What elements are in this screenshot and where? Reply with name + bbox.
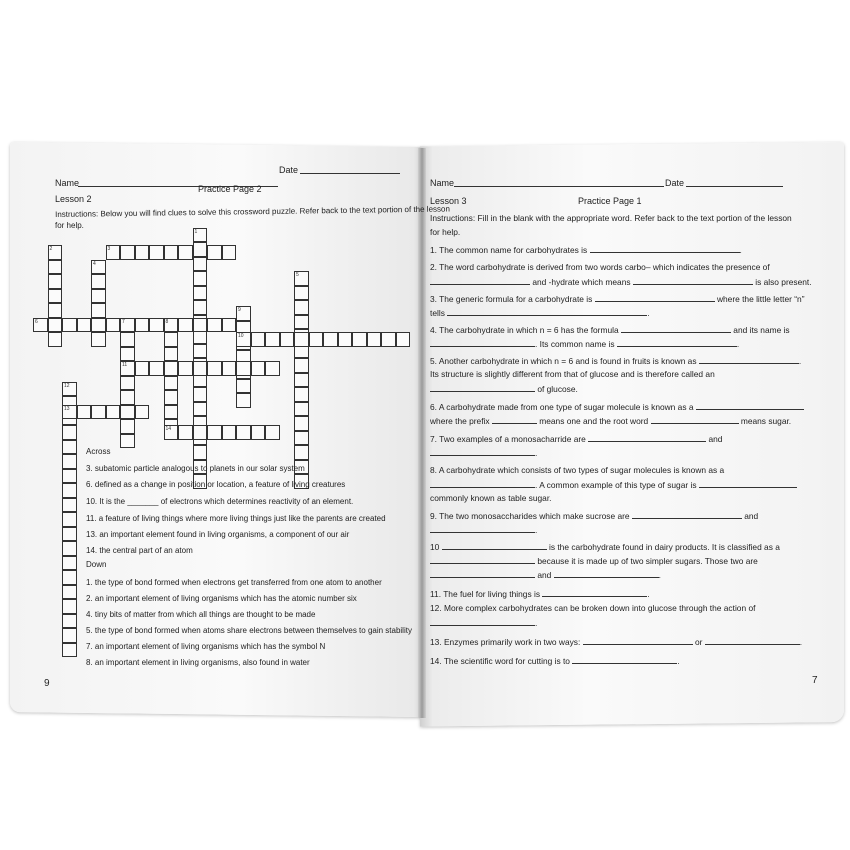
crossword-cell[interactable] (48, 318, 63, 333)
question-3a (430, 293, 804, 304)
question-4a (430, 324, 790, 335)
crossword-cell[interactable] (309, 332, 324, 347)
question-text: 4. The carbohydrate in which n = 6 has the formula (430, 325, 619, 335)
question-10b (430, 555, 758, 566)
crossword-cell[interactable] (265, 425, 280, 440)
question-text: tells (430, 308, 445, 318)
answer-blank[interactable] (590, 244, 740, 253)
crossword-cell[interactable] (352, 332, 367, 347)
crossword-cell[interactable] (62, 570, 77, 585)
question-text: and (537, 570, 552, 580)
crossword-cell[interactable] (62, 498, 77, 513)
answer-blank[interactable] (430, 276, 530, 285)
crossword-clue-number: 9 (238, 307, 241, 314)
crossword-cell[interactable] (367, 332, 382, 347)
question-text: 9. The two monosaccharides which make sucrose are (430, 511, 630, 521)
question-text: and (708, 434, 723, 444)
crossword-cell[interactable] (106, 318, 121, 333)
crossword-cell[interactable] (236, 361, 251, 376)
question-5c (430, 383, 578, 394)
crossword-cell[interactable] (120, 434, 135, 449)
crossword-cell[interactable] (62, 454, 77, 469)
crossword-cell[interactable] (236, 393, 251, 408)
crossword-cell[interactable] (62, 556, 77, 571)
answer-blank[interactable] (430, 524, 535, 533)
question-text: where the prefix (430, 416, 490, 426)
crossword-cell[interactable] (164, 390, 179, 405)
answer-blank[interactable] (492, 415, 537, 424)
question-7b: . (430, 447, 537, 458)
question-2a: 2. The word carbohydrate is derived from two words carbo– which indicates the presence of (430, 262, 770, 272)
crossword-clue-number: 10 (238, 333, 244, 340)
crossword-clue-number: 5 (296, 272, 299, 279)
crossword-cell[interactable] (207, 361, 222, 376)
crossword-cell[interactable] (62, 318, 77, 333)
right-page-title: Practice Page 1 (578, 196, 642, 206)
across-clue: 13. an important element found in living organisms, a component of our air (86, 530, 350, 539)
answer-blank[interactable] (430, 569, 535, 578)
crossword-cell[interactable] (207, 318, 222, 333)
crossword-cell[interactable] (77, 318, 92, 333)
left-instructions-1: Instructions: Below you will find clues to solve this crossword puzzle. Refer back to the text portion of the lesson (55, 204, 450, 219)
question-6b (430, 415, 791, 426)
answer-blank[interactable] (588, 433, 706, 442)
answer-blank[interactable] (583, 636, 693, 645)
crossword-cell[interactable] (193, 445, 208, 460)
crossword-cell[interactable] (193, 228, 208, 243)
question-text: is also present. (755, 277, 812, 287)
crossword-cell[interactable] (294, 315, 309, 330)
question-5b: Its structure is slightly different from that of glucose and is therefore called an (430, 369, 715, 379)
answer-blank[interactable] (430, 617, 535, 626)
crossword-cell[interactable] (294, 445, 309, 460)
crossword-cell[interactable] (193, 387, 208, 402)
down-clue: 4. tiny bits of matter from which all things are thought to be made (86, 610, 316, 619)
crossword-clue-number: 4 (93, 260, 96, 267)
question-8a: 8. A carbohydrate which consists of two types of sugar molecules is known as a (430, 465, 725, 475)
across-clue: 10. It is the _______ of electrons which determines reactivity of an element. (86, 497, 354, 506)
left-instructions-2: for help. (55, 221, 84, 230)
crossword-cell[interactable] (236, 332, 251, 347)
question-text: means one and the root word (539, 416, 649, 426)
left-date-label: Date (279, 165, 299, 175)
question-text: and -hydrate which means (532, 277, 631, 287)
question-5a: 5. Another carbohydrate in which n = 6 and is found in fruits is known as . (430, 356, 802, 366)
crossword-cell[interactable] (62, 628, 77, 643)
answer-blank[interactable] (651, 415, 739, 424)
question-6a (430, 401, 804, 412)
answer-blank[interactable] (696, 401, 804, 410)
crossword-clue-number: 13 (64, 405, 70, 412)
crossword-cell[interactable] (91, 289, 106, 304)
answer-blank[interactable] (572, 655, 677, 664)
crossword-cell[interactable] (120, 318, 135, 333)
question-text: 7. Two examples of a monosacharride are (430, 434, 586, 444)
left-date-field[interactable] (300, 173, 400, 174)
crossword-cell[interactable] (164, 332, 179, 347)
answer-blank[interactable] (595, 293, 715, 302)
crossword-cell[interactable] (120, 332, 135, 347)
down-clue: 8. an important element in living organisms, also found in water (86, 658, 310, 667)
question-9b: . (430, 524, 537, 535)
crossword-cell[interactable] (33, 318, 48, 333)
right-page-number: 7 (812, 675, 818, 686)
crossword-cell[interactable] (62, 382, 77, 397)
crossword-cell[interactable] (48, 289, 63, 304)
crossword-cell[interactable] (91, 274, 106, 289)
question-text: because it is made up of two simpler sugars. Those two are (537, 556, 758, 566)
crossword-cell[interactable] (236, 425, 251, 440)
answer-blank[interactable] (621, 324, 731, 333)
crossword-clue-number: 8 (165, 318, 169, 325)
crossword-cell[interactable] (294, 358, 309, 373)
answer-blank[interactable] (632, 510, 742, 519)
right-instructions-2: for help. (430, 227, 461, 237)
crossword-cell[interactable] (62, 599, 77, 614)
book-spine (418, 148, 426, 718)
across-clue: 11. a feature of living things where more living things just like the parents are created (86, 514, 386, 523)
crossword-cell[interactable] (193, 257, 208, 272)
crossword-cell[interactable] (135, 245, 150, 260)
crossword-cell[interactable] (62, 527, 77, 542)
across-clue: 3. subatomic particle analogous to planets in our solar system (86, 464, 305, 473)
crossword-cell[interactable] (294, 271, 309, 286)
crossword-cell[interactable] (193, 242, 208, 257)
crossword-cell[interactable] (222, 425, 237, 440)
crossword-cell[interactable] (236, 379, 251, 394)
crossword-cell[interactable] (149, 245, 164, 260)
crossword-cell[interactable] (62, 643, 77, 658)
question-text: 10 (430, 542, 440, 552)
question-text: and (744, 511, 759, 521)
crossword-cell[interactable] (62, 425, 77, 440)
crossword-clue-number: 6 (35, 318, 38, 325)
question-text: of glucose. (537, 384, 578, 394)
question-7a (430, 433, 722, 444)
crossword-cell[interactable] (280, 332, 295, 347)
question-text: is the carbohydrate found in dairy products. It is classified as a (548, 542, 780, 552)
crossword-cell[interactable] (164, 318, 179, 333)
crossword-cell[interactable] (120, 405, 135, 420)
across-heading: Across (86, 447, 111, 456)
question-text: or (694, 637, 703, 647)
answer-blank[interactable] (430, 479, 535, 488)
crossword-cell[interactable] (48, 245, 63, 260)
crossword-cell[interactable] (135, 361, 150, 376)
question-11: 11. The fuel for living things is . (430, 589, 650, 599)
crossword-cell[interactable] (381, 332, 396, 347)
down-clue: 2. an important element of living organisms which has the atomic number six (86, 594, 357, 603)
crossword-cell[interactable] (91, 332, 106, 347)
crossword-cell[interactable] (193, 318, 208, 333)
crossword-cell[interactable] (265, 332, 280, 347)
answer-blank[interactable] (542, 588, 647, 597)
crossword-cell[interactable] (323, 332, 338, 347)
crossword-cell[interactable] (149, 361, 164, 376)
crossword-cell[interactable] (164, 425, 179, 440)
left-name-label: Name (55, 178, 80, 188)
answer-blank[interactable] (430, 338, 535, 347)
crossword-cell[interactable] (91, 303, 106, 318)
crossword-cell[interactable] (294, 416, 309, 431)
question-text: . Its common name is (535, 339, 615, 349)
down-clue: 1. the type of bond formed when electrons get transferred from one atom to another (86, 578, 382, 587)
crossword-cell[interactable] (62, 469, 77, 484)
answer-blank[interactable] (430, 447, 535, 456)
crossword-cell[interactable] (164, 361, 179, 376)
question-text: means sugar. (740, 416, 792, 426)
answer-blank[interactable] (554, 569, 659, 578)
answer-blank[interactable] (699, 355, 799, 364)
answer-blank[interactable] (442, 541, 547, 550)
crossword-cell[interactable] (338, 332, 353, 347)
right-instructions-1: Instructions: Fill in the blank with the appropriate word. Refer back to the text portion of the lesson (430, 213, 792, 223)
crossword-cell[interactable] (120, 347, 135, 362)
crossword-cell[interactable] (207, 245, 222, 260)
crossword-cell[interactable] (193, 344, 208, 359)
answer-blank[interactable] (699, 479, 797, 488)
answer-blank[interactable] (447, 307, 647, 316)
crossword-cell[interactable] (120, 419, 135, 434)
question-10a (430, 541, 780, 552)
crossword-cell[interactable] (193, 402, 208, 417)
right-name-label: Name (430, 178, 455, 188)
crossword-cell[interactable] (294, 300, 309, 315)
crossword-clue-number: 12 (64, 382, 70, 389)
crossword-clue-number: 3 (107, 246, 111, 253)
crossword-cell[interactable] (164, 405, 179, 420)
crossword-cell[interactable] (91, 318, 106, 333)
answer-blank[interactable] (430, 383, 535, 392)
question-text: 6. A carbohydrate made from one type of sugar molecule is known as a (430, 402, 694, 412)
crossword-cell[interactable] (222, 318, 237, 333)
question-12a: 12. More complex carbohydrates can be broken down into glucose through the action of (430, 603, 756, 613)
crossword-cell[interactable] (207, 425, 222, 440)
down-clue: 5. the type of bond formed when atoms share electrons between themselves to gain stability (86, 626, 412, 635)
crossword-cell[interactable] (77, 405, 92, 420)
question-text: 3. The generic formula for a carbohydrate is (430, 294, 593, 304)
crossword-cell[interactable] (178, 245, 193, 260)
crossword-cell[interactable] (62, 614, 77, 629)
crossword-cell[interactable] (193, 361, 208, 376)
crossword-cell[interactable] (193, 286, 208, 301)
question-text: 1. The common name for carbohydrates is (430, 245, 588, 255)
question-text: 13. Enzymes primarily work in two ways: (430, 637, 581, 647)
left-lesson: Lesson 2 (55, 194, 92, 204)
down-heading: Down (86, 560, 107, 569)
crossword-cell[interactable] (135, 318, 150, 333)
crossword-cell[interactable] (193, 300, 208, 315)
crossword-cell[interactable] (265, 361, 280, 376)
crossword-cell[interactable] (62, 585, 77, 600)
crossword-cell[interactable] (193, 271, 208, 286)
crossword-clue-number: 14 (165, 426, 172, 432)
left-page-number: 6 (44, 676, 50, 687)
answer-blank[interactable] (705, 636, 800, 645)
right-date-field[interactable] (686, 186, 783, 187)
crossword-cell[interactable] (222, 245, 237, 260)
crossword-cell[interactable] (294, 373, 309, 388)
crossword-cell[interactable] (62, 541, 77, 556)
question-8b (430, 479, 797, 490)
crossword-cell[interactable] (48, 260, 63, 275)
crossword-cell[interactable] (62, 440, 77, 455)
crossword-cell[interactable] (106, 245, 121, 260)
crossword-cell[interactable] (120, 376, 135, 391)
crossword-cell[interactable] (164, 245, 179, 260)
crossword-cell[interactable] (120, 390, 135, 405)
crossword-cell[interactable] (164, 376, 179, 391)
crossword-cell[interactable] (62, 512, 77, 527)
crossword-cell[interactable] (48, 332, 63, 347)
crossword-cell[interactable] (294, 286, 309, 301)
right-date-label: Date (665, 178, 685, 188)
right-lesson: Lesson 3 (430, 196, 467, 206)
question-1: 1. The common name for carbohydrates is . (430, 245, 742, 255)
crossword-cell[interactable] (135, 405, 150, 420)
crossword-cell[interactable] (106, 405, 121, 420)
crossword-cell[interactable] (251, 425, 266, 440)
question-14: 14. The scientific word for cutting is to . (430, 656, 680, 666)
crossword-cell[interactable] (62, 483, 77, 498)
question-text: . A common example of this type of sugar is (535, 480, 697, 490)
crossword-clue-number: 2 (49, 246, 53, 253)
crossword-cell[interactable] (251, 361, 266, 376)
question-4b: . Its common name is . (430, 338, 739, 349)
question-13: 13. Enzymes primarily work in two ways: or . (430, 637, 803, 647)
crossword-cell[interactable] (48, 274, 63, 289)
crossword-cell[interactable] (178, 361, 193, 376)
down-clue: 7. an important element of living organisms which has the symbol N (86, 642, 326, 651)
crossword-cell[interactable] (120, 245, 135, 260)
question-3b: tells . (430, 308, 650, 318)
crossword-cell[interactable] (294, 431, 309, 446)
question-9a (430, 510, 758, 521)
right-name-field[interactable] (454, 186, 664, 187)
crossword-cell[interactable] (120, 361, 135, 376)
crossword-cell[interactable] (48, 303, 63, 318)
crossword-cell[interactable] (91, 260, 106, 275)
crossword-cell[interactable] (294, 332, 309, 347)
across-clue: 14. the central part of an atom (86, 546, 193, 555)
crossword-cell[interactable] (91, 405, 106, 420)
crossword-cell[interactable] (251, 332, 266, 347)
answer-blank[interactable] (617, 338, 737, 347)
crossword-cell[interactable] (164, 347, 179, 362)
question-text: 5. Another carbohydrate in which n = 6 and is found in fruits is known as (430, 356, 697, 366)
crossword-cell[interactable] (178, 318, 193, 333)
question-10c: and . (430, 569, 661, 580)
question-text: 11. The fuel for living things is (430, 589, 541, 599)
crossword-cell[interactable] (294, 387, 309, 402)
question-2b (430, 276, 812, 287)
answer-blank[interactable] (430, 555, 535, 564)
across-clue: 6. defined as a change in position or location, a feature of living creatures (86, 480, 346, 489)
left-page-title: Practice Page 2 (198, 184, 262, 194)
crossword-clue-number: 7 (122, 318, 125, 325)
question-text: where the little letter “n” (716, 294, 805, 304)
answer-blank[interactable] (633, 276, 753, 285)
crossword-clue-number: 1 (194, 228, 198, 235)
crossword-cell[interactable] (149, 318, 164, 333)
crossword-cell[interactable] (193, 425, 208, 440)
question-text: 14. The scientific word for cutting is to (430, 656, 570, 666)
crossword-cell[interactable] (222, 361, 237, 376)
question-12b: . (430, 617, 537, 628)
crossword-clue-number: 11 (122, 362, 128, 369)
crossword-cell[interactable] (294, 402, 309, 417)
question-text: and its name is (733, 325, 790, 335)
crossword-cell[interactable] (178, 425, 193, 440)
crossword-cell[interactable] (396, 332, 411, 347)
question-8c: commonly known as table sugar. (430, 493, 552, 503)
crossword-cell[interactable] (62, 405, 77, 420)
crossword-cell[interactable] (236, 306, 251, 321)
